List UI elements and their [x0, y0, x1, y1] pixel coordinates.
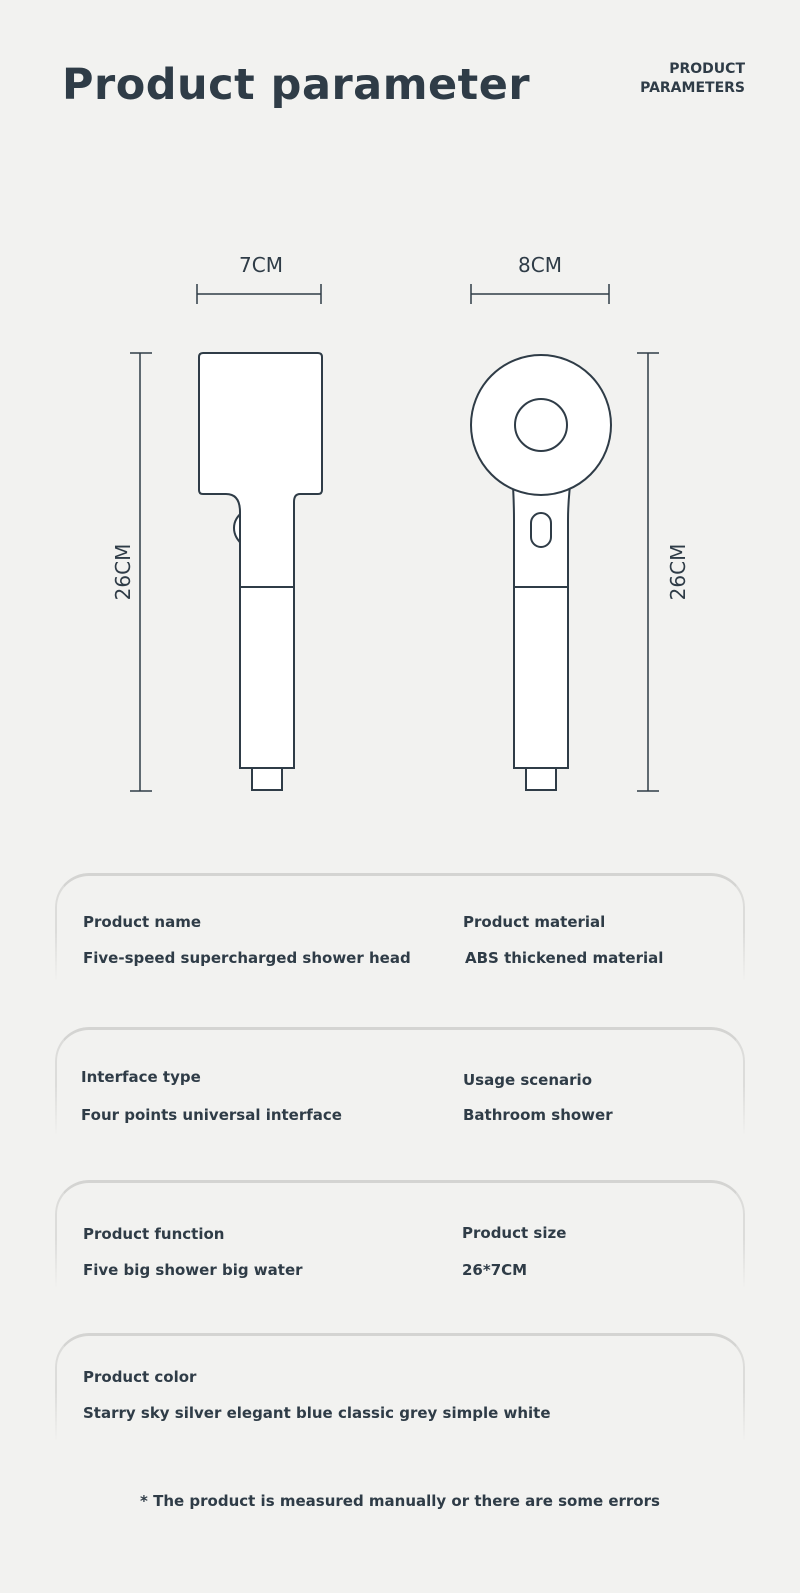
spec-card-4 — [55, 1333, 745, 1441]
spec-label-usage-scenario: Usage scenario — [463, 1071, 593, 1089]
spec-label-product-size: Product size — [462, 1224, 567, 1242]
front-width-dimension-line — [471, 284, 609, 304]
side-height-label: 26CM — [111, 543, 135, 601]
spec-label-product-name: Product name — [83, 913, 202, 931]
spec-value-product-material: ABS thickened material — [465, 949, 664, 967]
spec-label-product-material: Product material — [463, 913, 606, 931]
side-width-dimension-line — [197, 284, 321, 304]
spec-value-product-name: Five-speed supercharged shower head — [83, 949, 411, 967]
side-width-label: 7CM — [239, 253, 283, 277]
spec-value-product-size: 26*7CM — [462, 1261, 528, 1279]
spec-label-product-color: Product color — [83, 1368, 197, 1386]
subtitle-line-2: PARAMETERS — [640, 80, 745, 96]
subtitle-line-1: PRODUCT — [669, 61, 745, 77]
spec-value-product-function: Five big shower big water — [83, 1261, 303, 1279]
front-height-dimension-line — [637, 353, 659, 791]
measurement-footnote: * The product is measured manually or there are some errors — [140, 1492, 660, 1510]
spec-value-interface-type: Four points universal interface — [81, 1106, 342, 1124]
spec-value-usage-scenario: Bathroom shower — [463, 1106, 613, 1124]
spec-label-interface-type: Interface type — [81, 1068, 201, 1086]
front-view-shower-head — [471, 355, 611, 790]
spec-value-product-color: Starry sky silver elegant blue classic grey simple white — [83, 1404, 551, 1422]
page-title: Product parameter — [62, 60, 531, 110]
front-height-label: 26CM — [666, 543, 690, 601]
side-view-shower-head — [199, 353, 322, 790]
front-width-label: 8CM — [518, 253, 562, 277]
spec-label-product-function: Product function — [83, 1225, 225, 1243]
